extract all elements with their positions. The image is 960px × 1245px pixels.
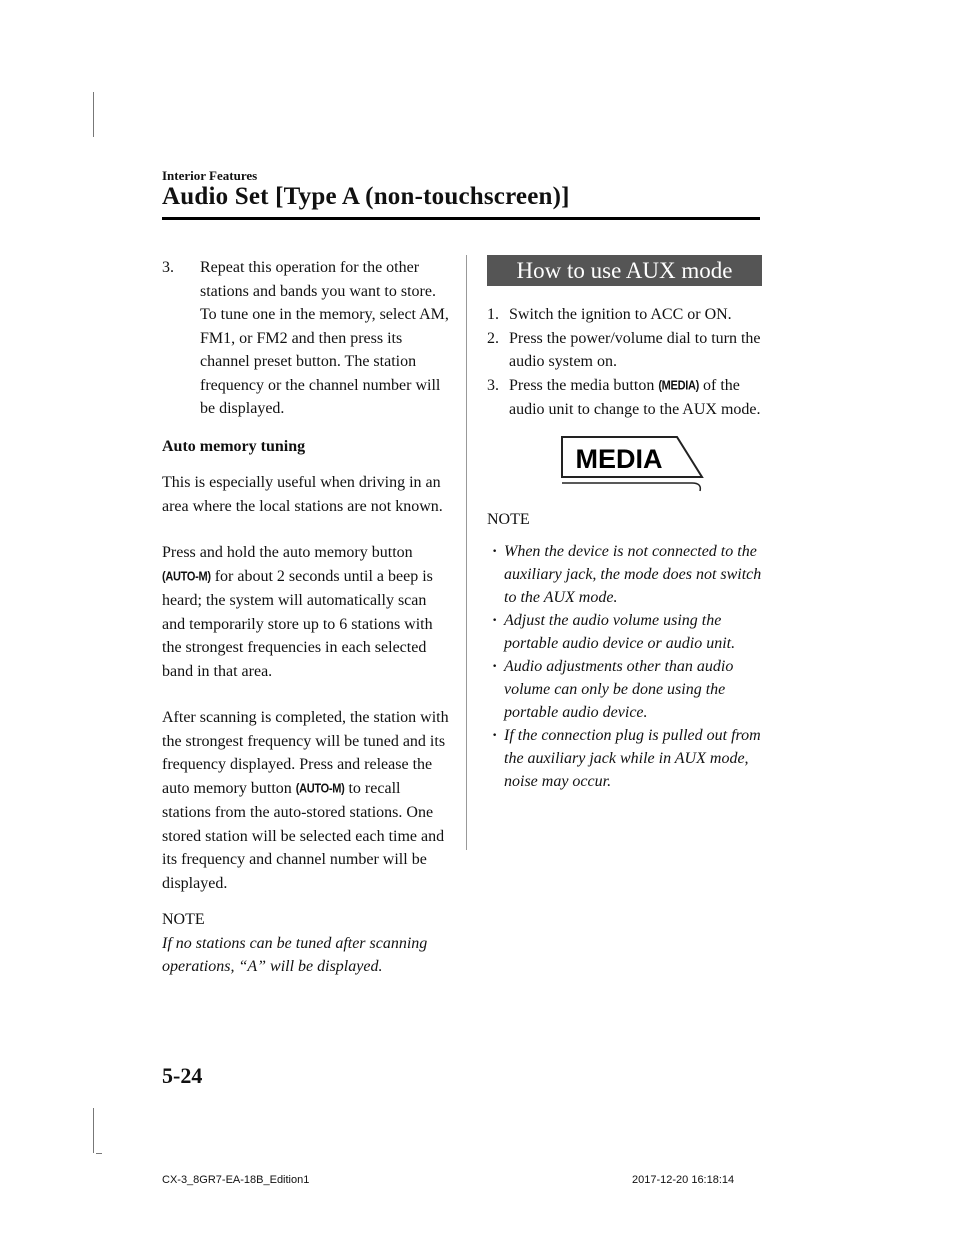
note-label: NOTE <box>487 510 530 528</box>
step-number: 3. <box>487 376 499 394</box>
step-text: Press the power/volume dial to turn the audio system on. <box>509 329 761 370</box>
right-column <box>487 255 762 793</box>
document-id: CX-3_8GR7-EA-18B_Edition1 <box>162 1174 310 1186</box>
note-text: If no stations can be tuned after scanning operations, “A” will be displayed. <box>162 934 428 975</box>
media-button-edge <box>562 483 700 491</box>
text: Press and hold the auto memory button <box>162 544 413 561</box>
note-bullets <box>487 540 762 793</box>
page-title: Audio Set [Type A (non-touchscreen)] <box>162 183 570 210</box>
note-label: NOTE <box>162 911 205 928</box>
left-column <box>162 256 452 979</box>
column-divider <box>466 255 467 850</box>
aux-mode-heading: How to use AUX mode <box>487 255 762 286</box>
text: for about 2 seconds until a beep is heard; the system will automatically scan and temporarily store up to 6 stations with the strongest frequencies in each selected band in that area. <box>162 567 433 680</box>
text: Press the media button <box>509 376 659 394</box>
crop-mark-bottom <box>93 1108 94 1153</box>
step-number: 1. <box>487 306 499 323</box>
text: After scanning is completed, the station with the strongest frequency will be tuned and its frequency displayed. Press and release the auto memory button <box>162 709 449 797</box>
auto-m-button-icon: (AUTO-M) <box>295 781 345 796</box>
subheading-auto-memory: Auto memory tuning <box>162 437 306 455</box>
media-button-illustration <box>559 434 705 494</box>
step-text <box>509 377 761 419</box>
media-button-label: MEDIA <box>575 443 663 474</box>
paragraph-after-scan <box>162 706 452 895</box>
text: to recall stations from the auto-stored stations. One stored station will be selected each time and its frequency and channel number will be displayed. <box>162 779 445 892</box>
step-text: Repeat this operation for the other stations and bands you want to store. To tune one in the memory, select AM, FM1, or FM2 and then press its channel preset button. The station frequency or the channel number will be displayed. <box>200 259 449 417</box>
auto-m-button-icon: (AUTO-M) <box>162 569 211 584</box>
crop-mark-bottom-h <box>96 1153 102 1154</box>
step-3 <box>162 256 452 421</box>
aux-step-3 <box>487 374 762 422</box>
section-label: Interior Features <box>162 168 258 183</box>
aux-step-1 <box>487 303 762 327</box>
text: of the audio unit to change to the AUX mode. <box>509 376 761 418</box>
step-text: Switch the ignition to ACC or ON. <box>509 306 732 323</box>
list-item: · Adjust the audio volume using the portable audio device or audio unit. <box>489 609 762 655</box>
print-timestamp: 2017-12-20 16:18:14 <box>632 1174 735 1186</box>
aux-step-2 <box>487 327 762 374</box>
media-button-icon: (MEDIA) <box>658 378 699 393</box>
title-rule <box>162 217 760 220</box>
paragraph-press-hold <box>162 541 452 683</box>
list-item: · Audio adjustments other than audio volume can only be done using the portable audio device. <box>489 655 762 724</box>
paragraph-intro: This is especially useful when driving in an area where the local stations are not known. <box>162 474 443 515</box>
list-item: · If the connection plug is pulled out from the auxiliary jack while in AUX mode, noise may occur. <box>489 724 762 793</box>
list-item: · When the device is not connected to the auxiliary jack, the mode does not switch to the AUX mode. <box>489 540 762 609</box>
step-number: 3. <box>162 259 174 276</box>
crop-mark-top <box>93 92 94 137</box>
page-number: 5-24 <box>162 1063 203 1088</box>
step-number: 2. <box>487 329 499 347</box>
